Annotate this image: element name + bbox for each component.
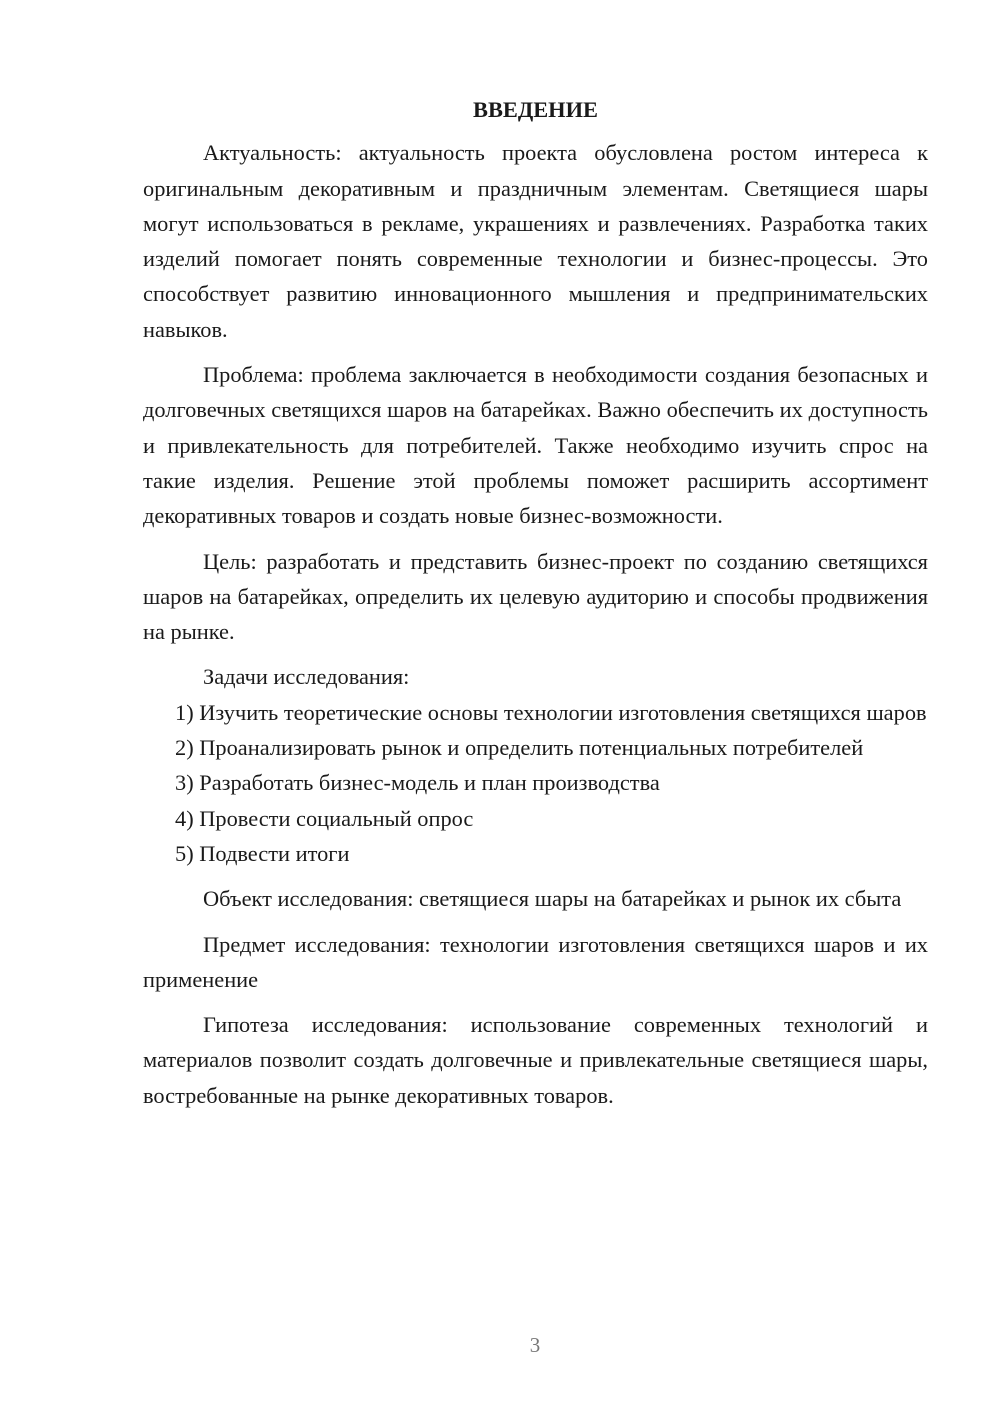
- hypothesis-paragraph: Гипотеза исследования: использование современных технологий и материалов позволит создать долговечные и привлекательные светящиеся шары, востребованные на рынке декоративных товаров.: [143, 1012, 928, 1108]
- task-item: 1) Изучить теоретические основы технологии изготовления светящихся шаров: [175, 699, 927, 725]
- task-item: 3) Разработать бизнес-модель и план производства: [175, 770, 660, 796]
- tasks-title: Задачи исследования:: [203, 664, 410, 690]
- page-title: ВВЕДЕНИЕ: [473, 97, 598, 122]
- task-item: 2) Проанализировать рынок и определить потенциальных потребителей: [175, 735, 864, 761]
- goal-paragraph: Цель: разработать и представить бизнес-проект по созданию светящихся шаров на батарейках, определить их целевую аудиторию и способы продвижения на рынке.: [143, 548, 928, 645]
- object-paragraph: Объект исследования: светящиеся шары на батарейках и рынок их сбыта: [203, 886, 902, 912]
- task-item: 5) Подвести итоги: [175, 840, 350, 866]
- page-number: 3: [529, 1333, 541, 1357]
- problem-paragraph: Проблема: проблема заключается в необходимости создания безопасных и долговечных светящихся шаров на батарейках. Важно обеспечить их доступность и привлекательность для потребителей. Также необходимо изучить спрос на такие изделия. Решение этой проблемы поможет расширить ассортимент декоративных товаров и создать новые бизнес-возможности.: [143, 362, 928, 529]
- task-item: 4) Провести социальный опрос: [175, 805, 474, 831]
- tasks-list: [143, 695, 928, 871]
- relevance-paragraph: Актуальность: актуальность проекта обусловлена ростом интереса к оригинальным декоративным и праздничным элементам. Светящиеся шары могут использоваться в рекламе, украшениях и развлечениях. Разработка таких изделий помогает понять современные технологии и бизнес-процессы. Это способствует развитию инновационного мышления и предпринимательских навыков.: [143, 140, 928, 342]
- subject-paragraph: Предмет исследования: технологии изготовления светящихся шаров и их применение: [143, 931, 928, 992]
- document-page: [143, 92, 928, 1113]
